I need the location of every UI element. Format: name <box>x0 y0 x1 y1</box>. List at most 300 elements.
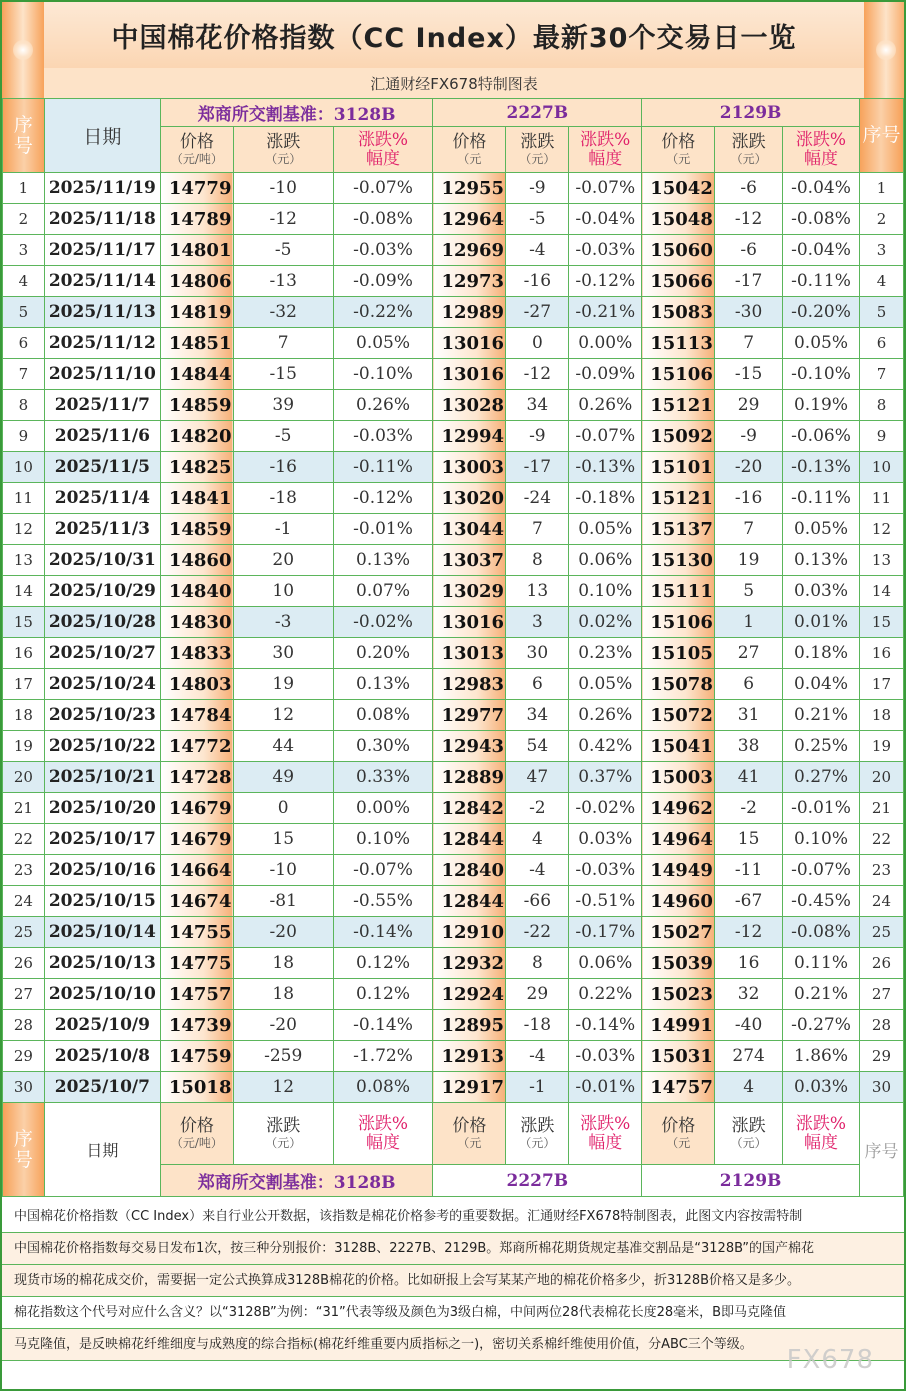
row-date: 2025/10/23 <box>44 700 160 731</box>
percent-2129b: -0.01% <box>783 793 860 824</box>
change-2227b: 34 <box>506 390 569 421</box>
change-2129b: -12 <box>715 204 783 235</box>
change-unit: （元） <box>519 1136 556 1150</box>
price-3128b: 14759 <box>160 1041 233 1072</box>
price-2227b: 12977 <box>433 700 506 731</box>
percent-2129b: -0.11% <box>783 483 860 514</box>
notes-section <box>2 1201 906 1361</box>
percent-2129b: -0.10% <box>783 359 860 390</box>
page-title: 中国棉花价格指数（CC Index）最新30个交易日一览 <box>44 2 864 68</box>
percent-footer-label: 涨跌% <box>357 1113 409 1134</box>
row-seq-right: 25 <box>859 917 903 948</box>
percent-2227b: -0.51% <box>569 886 642 917</box>
price-2227b: 12844 <box>433 886 506 917</box>
table-row <box>3 452 904 483</box>
percent-2227b: 0.02% <box>569 607 642 638</box>
table-body <box>3 173 904 1103</box>
change-2129b: -30 <box>715 297 783 328</box>
row-seq: 20 <box>3 762 45 793</box>
price-2129b: 15106 <box>642 359 715 390</box>
percent-2129b: -0.04% <box>783 173 860 204</box>
percent-2227b: -0.02% <box>569 793 642 824</box>
percent-2129b: 0.18% <box>783 638 860 669</box>
row-seq-right: 3 <box>859 235 903 266</box>
row-seq-right: 26 <box>859 948 903 979</box>
change-3128b: 49 <box>233 762 333 793</box>
row-date: 2025/11/5 <box>44 452 160 483</box>
price-2227b: 12840 <box>433 855 506 886</box>
footer-group-2129b: 2129B <box>642 1165 860 1197</box>
row-seq: 3 <box>3 235 45 266</box>
percent-2227b: 0.03% <box>569 824 642 855</box>
change-2129b: -67 <box>715 886 783 917</box>
row-seq-right: 18 <box>859 700 903 731</box>
percent-2227b: 0.26% <box>569 700 642 731</box>
change-unit: （元） <box>265 1136 302 1150</box>
change-2129b: 15 <box>715 824 783 855</box>
change-2227b: 7 <box>506 514 569 545</box>
row-seq: 2 <box>3 204 45 235</box>
price-2227b: 13020 <box>433 483 506 514</box>
percent-2129b: 0.21% <box>783 700 860 731</box>
row-seq-right: 20 <box>859 762 903 793</box>
price-3128b: 14844 <box>160 359 233 390</box>
price-2227b: 12917 <box>433 1072 506 1103</box>
percent-2129b: 0.11% <box>783 948 860 979</box>
row-seq: 29 <box>3 1041 45 1072</box>
price-3128b: 14801 <box>160 235 233 266</box>
row-date: 2025/10/8 <box>44 1041 160 1072</box>
price-2227b: 13016 <box>433 328 506 359</box>
percent-footer <box>569 1103 642 1165</box>
change-2227b: 8 <box>506 545 569 576</box>
change-2227b: -9 <box>506 173 569 204</box>
price-2129b: 15106 <box>642 607 715 638</box>
percent-3128b: -0.55% <box>333 886 433 917</box>
change-2227b: 47 <box>506 762 569 793</box>
price-3128b: 14757 <box>160 979 233 1010</box>
percent-3128b: -0.09% <box>333 266 433 297</box>
change-3128b: 19 <box>233 669 333 700</box>
percent-2129b: -0.45% <box>783 886 860 917</box>
percent-3128b: 0.13% <box>333 669 433 700</box>
percent-2227b: -0.07% <box>569 173 642 204</box>
table-row <box>3 855 904 886</box>
percent-3128b: -1.72% <box>333 1041 433 1072</box>
table-row <box>3 1041 904 1072</box>
percent-2227b: -0.04% <box>569 204 642 235</box>
price-2129b: 15039 <box>642 948 715 979</box>
change-2227b: -4 <box>506 1041 569 1072</box>
row-seq: 22 <box>3 824 45 855</box>
change-2227b: -66 <box>506 886 569 917</box>
row-date: 2025/10/24 <box>44 669 160 700</box>
price-2227b: 12910 <box>433 917 506 948</box>
percent-3128b: 0.07% <box>333 576 433 607</box>
price-3128b: 14664 <box>160 855 233 886</box>
price-2227b: 12973 <box>433 266 506 297</box>
percent-footer-label2: 幅度 <box>366 1132 401 1153</box>
change-2227b: -27 <box>506 297 569 328</box>
change-2227b: -4 <box>506 855 569 886</box>
seq-header-label: 序号 <box>13 113 33 157</box>
row-seq-right: 2 <box>859 204 903 235</box>
change-3128b: 39 <box>233 390 333 421</box>
price-3128b: 14679 <box>160 824 233 855</box>
percent-2227b: -0.12% <box>569 266 642 297</box>
percent-2129b: 0.03% <box>783 576 860 607</box>
percent-2227b: 0.00% <box>569 328 642 359</box>
change-2129b: 4 <box>715 1072 783 1103</box>
change-header-label: 涨跌 <box>520 132 555 152</box>
price-footer-label: 价格 <box>661 1116 696 1136</box>
row-date: 2025/10/15 <box>44 886 160 917</box>
row-seq-right: 21 <box>859 793 903 824</box>
percent-3128b: 0.33% <box>333 762 433 793</box>
price-2227b: 12895 <box>433 1010 506 1041</box>
table-row <box>3 948 904 979</box>
row-seq-right: 27 <box>859 979 903 1010</box>
price-header-label: 价格 <box>661 132 696 152</box>
row-seq-right: 7 <box>859 359 903 390</box>
price-unit: （元/吨） <box>170 152 223 166</box>
percent-footer-label2: 幅度 <box>588 1132 623 1153</box>
percent-3128b: -0.10% <box>333 359 433 390</box>
change-footer-label: 涨跌 <box>520 1116 555 1136</box>
percent-2129b: -0.20% <box>783 297 860 328</box>
change-3128b: 20 <box>233 545 333 576</box>
row-date: 2025/11/17 <box>44 235 160 266</box>
star-icon <box>13 40 33 60</box>
percent-2227b: -0.09% <box>569 359 642 390</box>
price-2129b: 15060 <box>642 235 715 266</box>
price-2227b: 12844 <box>433 824 506 855</box>
percent-3128b: -0.14% <box>333 1010 433 1041</box>
row-date: 2025/10/27 <box>44 638 160 669</box>
price-2227b: 13016 <box>433 607 506 638</box>
row-seq: 21 <box>3 793 45 824</box>
change-3128b: -32 <box>233 297 333 328</box>
price-2227b: 12983 <box>433 669 506 700</box>
change-unit: （元） <box>265 152 302 166</box>
row-date: 2025/10/31 <box>44 545 160 576</box>
price-3128b: 15018 <box>160 1072 233 1103</box>
change-3128b: -15 <box>233 359 333 390</box>
price-2227b: 12994 <box>433 421 506 452</box>
percent-3128b: -0.02% <box>333 607 433 638</box>
price-footer-label: 价格 <box>452 1116 487 1136</box>
percent-2129b: -0.08% <box>783 917 860 948</box>
row-seq: 11 <box>3 483 45 514</box>
change-3128b: -13 <box>233 266 333 297</box>
seq-header-right <box>859 99 903 173</box>
price-3128b: 14830 <box>160 607 233 638</box>
change-2129b: -12 <box>715 917 783 948</box>
percent-2129b: 0.01% <box>783 607 860 638</box>
change-2129b: -20 <box>715 452 783 483</box>
price-3128b: 14851 <box>160 328 233 359</box>
row-seq: 7 <box>3 359 45 390</box>
row-seq: 15 <box>3 607 45 638</box>
change-2129b: 7 <box>715 328 783 359</box>
percent-header-label: 涨跌% <box>795 129 847 150</box>
row-seq-right: 19 <box>859 731 903 762</box>
percent-2129b: -0.04% <box>783 235 860 266</box>
percent-2227b: -0.14% <box>569 1010 642 1041</box>
table-row <box>3 1072 904 1103</box>
change-3128b: 30 <box>233 638 333 669</box>
price-2227b: 13013 <box>433 638 506 669</box>
price-2129b: 15031 <box>642 1041 715 1072</box>
change-2129b: 27 <box>715 638 783 669</box>
seq-footer-label: 序号 <box>13 1127 33 1171</box>
table-row <box>3 886 904 917</box>
change-2129b: 31 <box>715 700 783 731</box>
change-unit: （元） <box>519 152 556 166</box>
percent-2129b: 0.04% <box>783 669 860 700</box>
price-2227b: 13028 <box>433 390 506 421</box>
change-2227b: -12 <box>506 359 569 390</box>
row-seq: 30 <box>3 1072 45 1103</box>
price-header <box>433 127 506 173</box>
percent-footer <box>783 1103 860 1165</box>
change-3128b: 0 <box>233 793 333 824</box>
change-2129b: 41 <box>715 762 783 793</box>
price-3128b: 14820 <box>160 421 233 452</box>
footer-group-3128b: 郑商所交割基准：3128B <box>160 1165 433 1197</box>
row-date: 2025/10/17 <box>44 824 160 855</box>
change-2227b: 0 <box>506 328 569 359</box>
change-unit: （元） <box>730 152 767 166</box>
row-date: 2025/10/21 <box>44 762 160 793</box>
price-2129b: 15027 <box>642 917 715 948</box>
watermark-logo: FX678 <box>786 1345 874 1375</box>
change-2129b: 19 <box>715 545 783 576</box>
percent-footer-label2: 幅度 <box>803 1132 838 1153</box>
percent-2227b: 0.10% <box>569 576 642 607</box>
change-2129b: 6 <box>715 669 783 700</box>
change-3128b: 15 <box>233 824 333 855</box>
row-seq-right: 6 <box>859 328 903 359</box>
change-2129b: 5 <box>715 576 783 607</box>
change-2129b: -40 <box>715 1010 783 1041</box>
row-date: 2025/11/7 <box>44 390 160 421</box>
price-3128b: 14679 <box>160 793 233 824</box>
table-row <box>3 793 904 824</box>
percent-2129b: -0.08% <box>783 204 860 235</box>
percent-3128b: -0.03% <box>333 421 433 452</box>
change-2227b: -2 <box>506 793 569 824</box>
row-seq-right: 14 <box>859 576 903 607</box>
price-unit: （元 <box>666 1136 691 1150</box>
change-3128b: -20 <box>233 917 333 948</box>
percent-2227b: -0.03% <box>569 1041 642 1072</box>
percent-2129b: -0.07% <box>783 855 860 886</box>
change-2227b: -5 <box>506 204 569 235</box>
change-3128b: -12 <box>233 204 333 235</box>
price-header <box>160 127 233 173</box>
percent-2227b: 0.06% <box>569 545 642 576</box>
percent-2129b: 0.27% <box>783 762 860 793</box>
percent-3128b: -0.03% <box>333 235 433 266</box>
price-2227b: 12913 <box>433 1041 506 1072</box>
table-row <box>3 607 904 638</box>
row-seq-right: 5 <box>859 297 903 328</box>
note-line: 马克隆值，是反映棉花纤维细度与成熟度的综合指标(棉花纤维重要内质指标之一)，密切关系棉纤维使用价值，分ABC三个等级。 <box>2 1329 906 1361</box>
percent-2129b: 0.25% <box>783 731 860 762</box>
price-3128b: 14789 <box>160 204 233 235</box>
price-2129b: 14962 <box>642 793 715 824</box>
change-2227b: 34 <box>506 700 569 731</box>
percent-2129b: 0.13% <box>783 545 860 576</box>
price-2227b: 12924 <box>433 979 506 1010</box>
percent-3128b: -0.12% <box>333 483 433 514</box>
row-seq: 24 <box>3 886 45 917</box>
table-row <box>3 483 904 514</box>
change-2129b: -9 <box>715 421 783 452</box>
seq-header-right-label: 序号 <box>862 124 901 146</box>
table-row <box>3 297 904 328</box>
percent-3128b: -0.11% <box>333 452 433 483</box>
percent-3128b: -0.08% <box>333 204 433 235</box>
change-2129b: 29 <box>715 390 783 421</box>
table-row <box>3 700 904 731</box>
row-date: 2025/11/10 <box>44 359 160 390</box>
percent-2227b: 0.05% <box>569 514 642 545</box>
percent-3128b: 0.26% <box>333 390 433 421</box>
price-2129b: 15111 <box>642 576 715 607</box>
change-3128b: -18 <box>233 483 333 514</box>
change-footer <box>715 1103 783 1165</box>
change-2227b: -22 <box>506 917 569 948</box>
change-3128b: -3 <box>233 607 333 638</box>
price-3128b: 14775 <box>160 948 233 979</box>
percent-2227b: -0.17% <box>569 917 642 948</box>
row-seq: 8 <box>3 390 45 421</box>
change-2129b: 16 <box>715 948 783 979</box>
price-2227b: 13044 <box>433 514 506 545</box>
row-seq: 19 <box>3 731 45 762</box>
table-row <box>3 731 904 762</box>
group-header-2227b: 2227B <box>433 99 642 127</box>
row-seq: 27 <box>3 979 45 1010</box>
corner-decoration-right <box>864 2 906 98</box>
price-2129b: 15023 <box>642 979 715 1010</box>
percent-2227b: 0.37% <box>569 762 642 793</box>
change-2129b: 7 <box>715 514 783 545</box>
change-header <box>715 127 783 173</box>
price-2227b: 12842 <box>433 793 506 824</box>
row-date: 2025/11/13 <box>44 297 160 328</box>
percent-3128b: -0.07% <box>333 855 433 886</box>
percent-header-label2: 幅度 <box>588 148 623 169</box>
price-2129b: 15003 <box>642 762 715 793</box>
change-2129b: -15 <box>715 359 783 390</box>
row-seq: 28 <box>3 1010 45 1041</box>
price-2129b: 15092 <box>642 421 715 452</box>
date-footer: 日期 <box>44 1103 160 1197</box>
change-2227b: -1 <box>506 1072 569 1103</box>
price-3128b: 14784 <box>160 700 233 731</box>
row-seq: 25 <box>3 917 45 948</box>
change-3128b: 18 <box>233 979 333 1010</box>
group-header-3128b: 郑商所交割基准：3128B <box>160 99 433 127</box>
note-line: 中国棉花价格指数每交易日发布1次，按三种分别报价：3128B、2227B、2129B。郑商所棉花期货规定基准交割品是“3128B”的国产棉花 <box>2 1233 906 1265</box>
change-2227b: 13 <box>506 576 569 607</box>
row-date: 2025/10/29 <box>44 576 160 607</box>
price-unit: （元 <box>457 1136 482 1150</box>
row-seq: 5 <box>3 297 45 328</box>
price-2227b: 12889 <box>433 762 506 793</box>
percent-2227b: 0.42% <box>569 731 642 762</box>
percent-2227b: -0.01% <box>569 1072 642 1103</box>
percent-2129b: 0.19% <box>783 390 860 421</box>
change-header-label: 涨跌 <box>266 132 301 152</box>
change-3128b: -16 <box>233 452 333 483</box>
row-date: 2025/11/3 <box>44 514 160 545</box>
change-2227b: -17 <box>506 452 569 483</box>
seq-footer <box>3 1103 45 1197</box>
percent-2227b: -0.13% <box>569 452 642 483</box>
row-seq-right: 10 <box>859 452 903 483</box>
percent-3128b: 0.12% <box>333 948 433 979</box>
change-2227b: -16 <box>506 266 569 297</box>
table-row <box>3 173 904 204</box>
price-2129b: 15137 <box>642 514 715 545</box>
row-date: 2025/10/16 <box>44 855 160 886</box>
change-2227b: 30 <box>506 638 569 669</box>
price-3128b: 14825 <box>160 452 233 483</box>
percent-2227b: -0.07% <box>569 421 642 452</box>
change-2129b: 32 <box>715 979 783 1010</box>
table-row <box>3 762 904 793</box>
percent-header <box>333 127 433 173</box>
percent-3128b: 0.00% <box>333 793 433 824</box>
percent-2227b: -0.03% <box>569 235 642 266</box>
row-date: 2025/11/14 <box>44 266 160 297</box>
table-row <box>3 576 904 607</box>
percent-header <box>783 127 860 173</box>
price-2129b: 14949 <box>642 855 715 886</box>
change-2129b: 1 <box>715 607 783 638</box>
row-seq: 13 <box>3 545 45 576</box>
price-table <box>2 98 904 1197</box>
percent-3128b: -0.07% <box>333 173 433 204</box>
percent-header-label: 涨跌% <box>580 129 631 150</box>
price-3128b: 14739 <box>160 1010 233 1041</box>
percent-2129b: 1.86% <box>783 1041 860 1072</box>
price-header-label: 价格 <box>179 132 214 152</box>
price-3128b: 14859 <box>160 390 233 421</box>
percent-3128b: 0.08% <box>333 700 433 731</box>
change-3128b: -259 <box>233 1041 333 1072</box>
change-3128b: -81 <box>233 886 333 917</box>
change-3128b: -10 <box>233 855 333 886</box>
change-header-label: 涨跌 <box>731 132 766 152</box>
percent-2227b: 0.23% <box>569 638 642 669</box>
price-2227b: 12943 <box>433 731 506 762</box>
change-2227b: -4 <box>506 235 569 266</box>
percent-2129b: -0.27% <box>783 1010 860 1041</box>
row-seq: 26 <box>3 948 45 979</box>
change-2129b: -6 <box>715 173 783 204</box>
percent-2129b: -0.13% <box>783 452 860 483</box>
percent-2227b: 0.26% <box>569 390 642 421</box>
change-2129b: 38 <box>715 731 783 762</box>
price-3128b: 14840 <box>160 576 233 607</box>
row-date: 2025/11/6 <box>44 421 160 452</box>
row-seq: 1 <box>3 173 45 204</box>
